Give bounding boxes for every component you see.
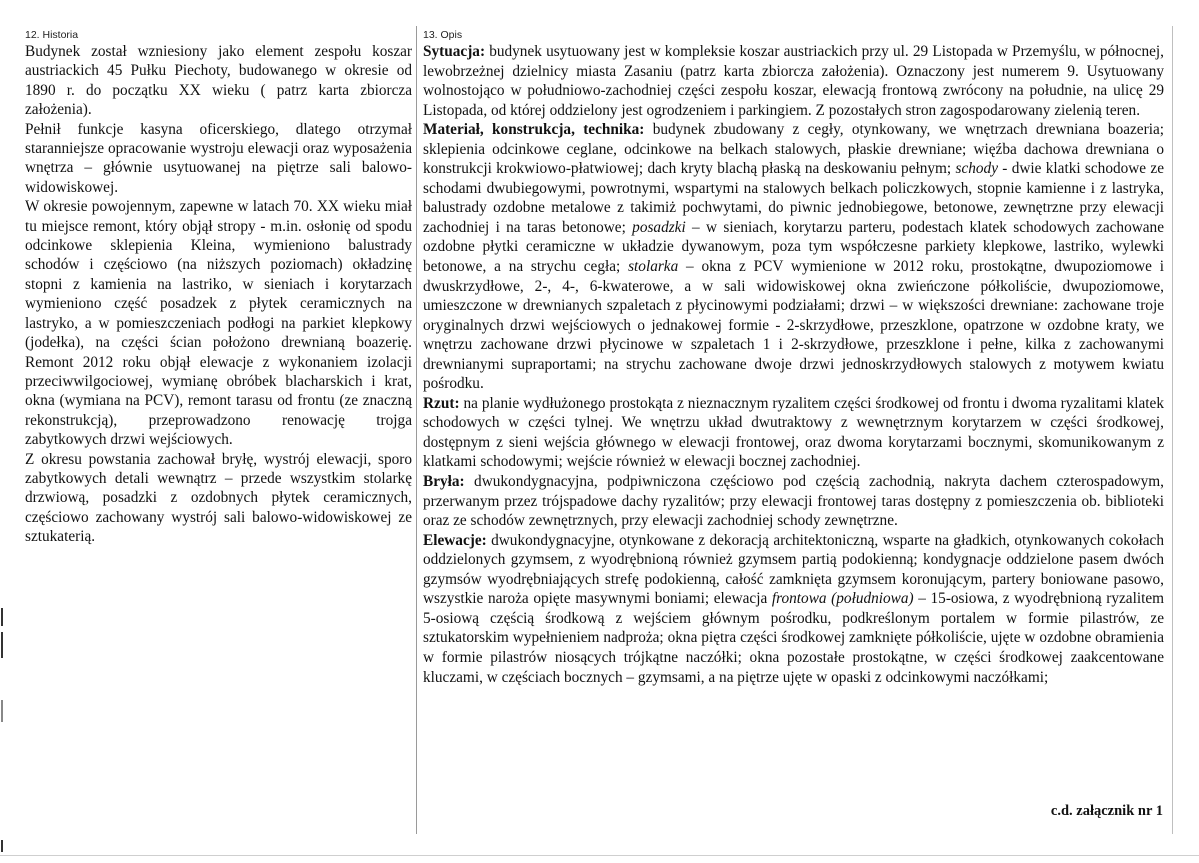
rzut-text: na planie wydłużonego prostokąta z nieznacznym ryzalitem części środkowej od frontu i dwoma ryzalitami klatek schodowych w części tylnej. We wnętrzu układ dwutraktowy z wewnętrznym korytarzem w części środkowej, dostępnym z sieni wejścia głównego w elewacji frontowej, oraz dwoma korytarzami bocznymi, skomunikowanym z klatkami schodowymi; wejście również w elewacji bocznej zachodniej.: [423, 394, 1164, 471]
rzut-label: Rzut:: [423, 394, 460, 412]
sytuacja-label: Sytuacja:: [423, 43, 486, 60]
scan-bottom-edge: [0, 855, 1199, 856]
history-paragraph: Z okresu powstania zachował bryłę, wystrój elewacji, sporo zabytkowych detali wewnątrz – przede wszystkim stolarkę drzwiową, posadzki z ozdobnych płytek ceramicznych, częściowo zachowany wystrój sali balowo-widowiskowej ze sztukaterią.: [25, 450, 412, 546]
history-paragraph: Budynek został wzniesiony jako element zespołu koszar austriackich 45 Pułku Piechoty, budowanego w okresie od 1890 r. do początku XX wieku ( patrz karta zbiorcza założenia).: [25, 43, 412, 119]
bryla-paragraph: [423, 472, 1164, 531]
column-divider: [416, 26, 417, 834]
history-heading: 12. Historia: [25, 29, 79, 41]
posadzki-label: posadzki: [632, 218, 686, 236]
history-paragraph: W okresie powojennym, zapewne w latach 70. XX wieku miał tu miejsce remont, który objął stropy - m.in. osłonię od spodu odcinkowe sklepienia Kleina, wymieniono balustrady schodów i częściowo (na niższych poziomach) okładzinę stopni z kamienia na lastriko, w sieniach i korytarzach wymieniono część posadzek z płytek ceramicznych na lastryko, a w pomieszczeniach podłogi na parkiet klepkowy (jodełka), na części ścian położono drewnianą boazerię. Remont 2012 roku objął elewacje z wykonaniem izolacji przeciwwilgociowej, wymianę obróbek blacharskich i krat, okna (wymiana na PCV), remont tarasu od frontu (ze znaczną rekonstrukcją), przeprowadzono renowację trojga zabytkowych drzwi wejściowych.: [25, 198, 412, 449]
bryla-label: Bryła:: [423, 473, 465, 491]
history-section: [25, 29, 412, 547]
bryla-text: dwukondygnacyjna, podpiwniczona częściowo pod częścią zachodnią, nakryta dachem czterospadowym, przerwanym przez trójspadowe dachy ryzalitów; przy elewacji frontowej taras dostępny z pomieszczenia ob. biblioteki oraz ze schodów zewnętrznych, przy elewacji zachodniej schody zewnętrzne.: [423, 473, 1164, 530]
elewacje-paragraph: [423, 531, 1164, 687]
continuation-note: c.d. załącznik nr 1: [1050, 803, 1163, 819]
scan-margin-mark: [1, 700, 3, 722]
material-text: budynek zbudowany z cegły, otynkowany, we wnętrzach drewniana boazeria; sklepienia odcinkowe ceglane, odcinkowe na belkach stalowych, płaskie drewniane; więźba dachowa drewniana o konstrukcji krokwiowo-płatwiowej; dach kryty blachą płaską na deskowaniu pełnym;: [423, 121, 1164, 178]
rzut-paragraph: [423, 394, 1164, 472]
material-text: - dwie klatki schodowe ze schodami dwubiegowymi, powrotnymi, wspartymi na stalowych belkach policzkowych, stopnie kamienne i z lastryka, balustrady ozdobne metalowe z takimiż pochwytami, do piwnic jednobiegowe, betonowe, zewnętrzne przy elewacji zachodniej i na taras betonowe;: [423, 160, 1164, 236]
frontowa-label: frontowa (południowa): [771, 590, 914, 608]
elewacje-text: dwukondygnacyjne, otynkowane z dekoracją architektoniczną, wsparte na gładkich, otynkowanych cokołach oddzielonych gzymsem, z wyodrębnioną również gzymsem partią podokienną; kondygnacje oddzielone pasem dwóch gzymsów wyodrębniających strefę podokienną, całość zamknięta gzymsem koronującym, partery boniowane pasowo, wszystkie naroża opięte masywnymi boniami; elewacja: [423, 531, 1164, 608]
schody-label: schody: [955, 160, 998, 178]
material-paragraph: [423, 120, 1164, 394]
scan-margin-mark: [1, 608, 3, 626]
description-section: [423, 29, 1164, 687]
sytuacja-paragraph: [423, 42, 1164, 120]
description-heading: 13. Opis: [423, 29, 463, 41]
material-text: – okna z PCV wymienione w 2012 roku, prostokątne, dwupoziomowe i dwuskrzydłowe, 2-, 4-, 6-kwaterowe, a w sali widowiskowej okna zwieńczone półkoliście, dwupoziomowe, umieszczone w drewnianych szpaletach z płycinowymi podziałami; drzwi – w większości drewniane: zachowane troje oryginalnych drzwi wejściowych o jednakowej formie - 2-skrzydłowe, przeszklone, opatrzone w ozdobne kraty, we wnętrzu zachowane drzwi płycinowe w szpaletach 1 i 2-skrzydłowe, przeszklone i pełne, kilka z zachowanymi drewnianymi supraportami; na strychu zachowane dwoje drzwi jednoskrzydłowych stalowych z motywem kwiatu pośrodku.: [423, 258, 1164, 393]
sytuacja-text: budynek usytuowany jest w kompleksie koszar austriackich przy ul. 29 Listopada w Przemyślu, w północnej, lewobrzeżnej dzielnicy miasta Zasaniu (patrz karta zbiorcza założenia). Oznaczony jest numerem 9. Usytuowany wolnostojąco w południowo-zachodniej części zespołu koszar, elewacją frontową zwrócony na południe, na ulicę 29 Listopada, od której oddzielony jest ogrodzeniem i parkingiem. Z pozostałych stron zagospodarowany zielenią teren.: [423, 43, 1164, 119]
elewacje-label: Elewacje:: [423, 531, 487, 549]
history-paragraph: Pełnił funkcje kasyna oficerskiego, dlatego otrzymał staranniejsze opracowanie wystroju elewacji oraz wyposażenia wnętrza – głównie usytuowanej na piętrze sali balowo-widowiskowej.: [25, 120, 412, 196]
scan-margin-mark: [1, 632, 3, 658]
elewacje-text: – 15-osiowa, z wyodrębnioną ryzalitem 5-osiową częścią środkową z wejściem głównym pośrodku, podkreślonym portalem w formie pilastrów, ze sztukatorskim wypełnieniem nadproża; okna piętra części środkowej zamknięte półkoliście, ujęte w ozdobne obramienia w formie pilastrów niosących trójkątne naczółki; okna pozostałe prostokątne, w części środkowej zaakcentowane kluczami, w częściach bocznych – gzymsami, a na piętrze ujęte w opaski z odcinkowymi naczółkami;: [423, 590, 1165, 686]
material-label: Materiał, konstrukcja, technika:: [423, 121, 645, 139]
stolarka-label: stolarka: [628, 258, 679, 276]
scan-margin-mark: [1, 840, 3, 852]
material-text: – w sieniach, korytarzu parteru, podestach klatek schodowych zachowane ozdobne płytki ceramiczne w układzie dywanowym, poza tym współczesne parkiety klepkowe, lastriko, wylewki betonowe, a na strychu cegła;: [423, 218, 1164, 276]
